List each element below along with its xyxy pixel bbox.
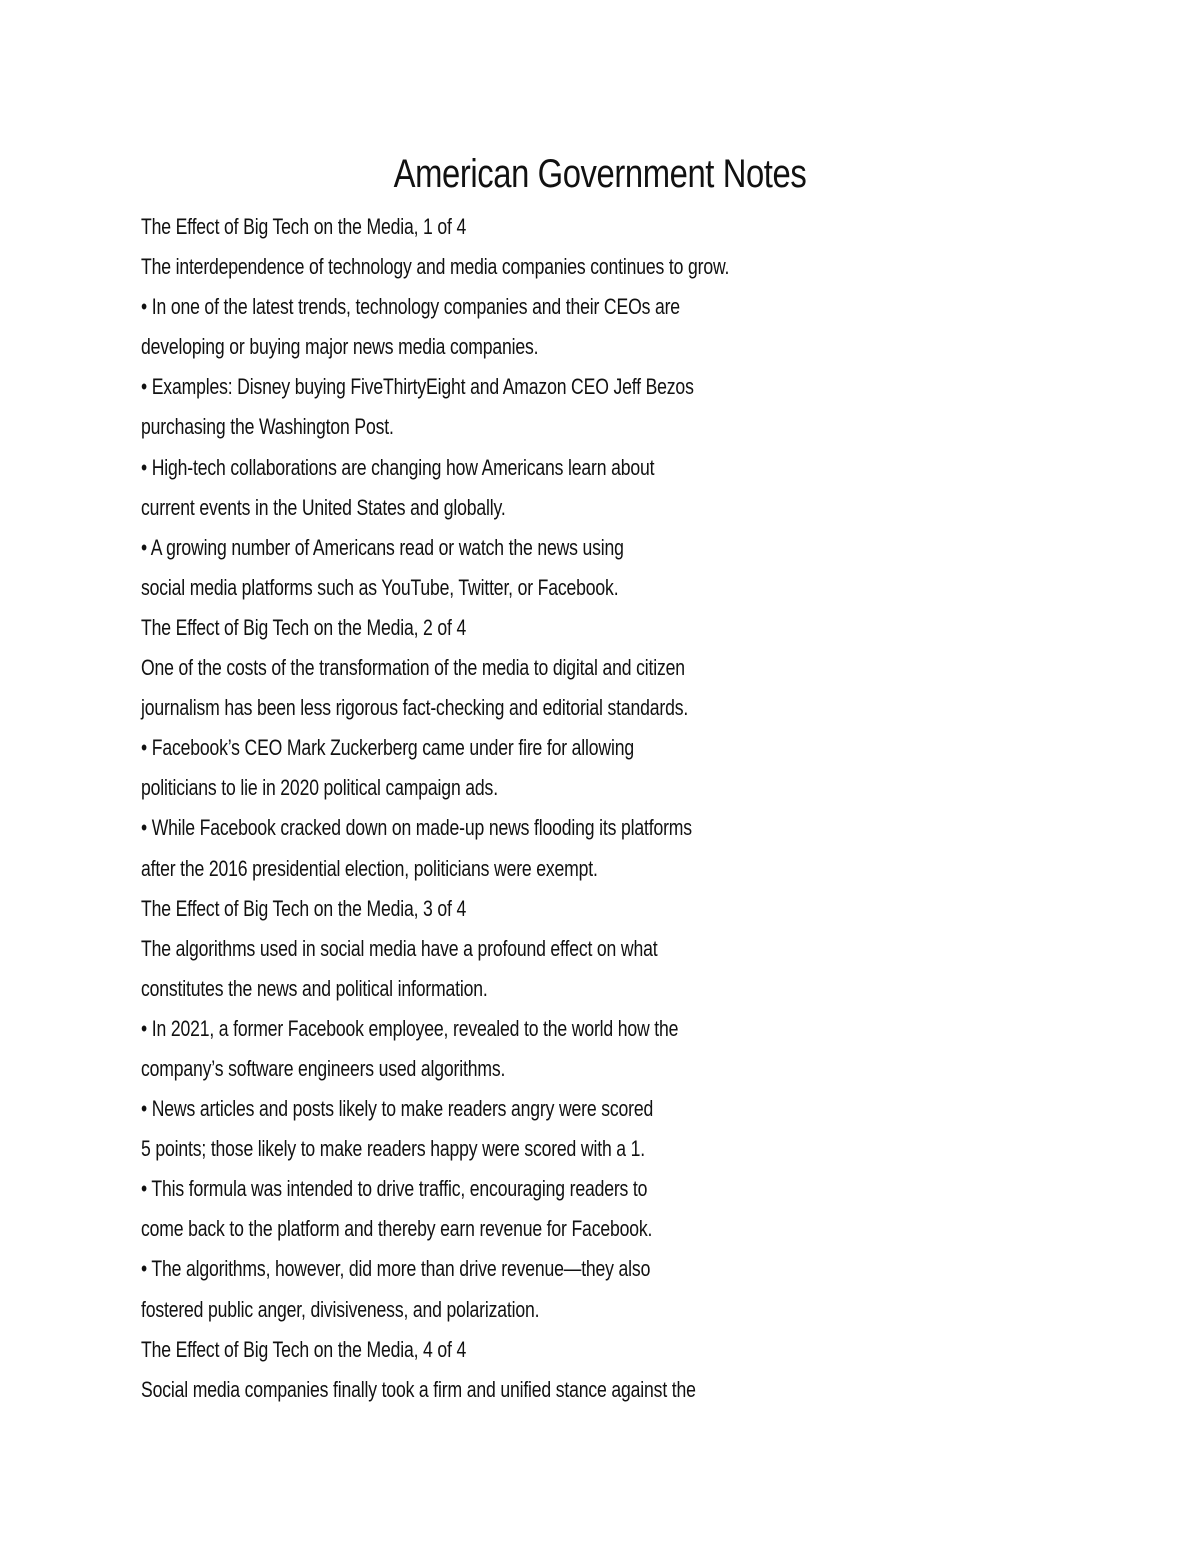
bullet-line: • Facebook’s CEO Mark Zuckerberg came under fire for allowing xyxy=(141,735,634,761)
text-line: politicians to lie in 2020 political campaign ads. xyxy=(141,775,498,801)
bullet-line: • In one of the latest trends, technology companies and their CEOs are xyxy=(141,294,680,320)
text-line: purchasing the Washington Post. xyxy=(141,414,394,440)
page-title: American Government Notes xyxy=(393,152,807,196)
bullet-line: • High-tech collaborations are changing how Americans learn about xyxy=(141,454,655,480)
text-line: fostered public anger, divisiveness, and polarization. xyxy=(141,1296,540,1322)
text-line: The interdependence of technology and media companies continues to grow. xyxy=(141,254,730,280)
text-line: 5 points; those likely to make readers happy were scored with a 1. xyxy=(141,1136,646,1162)
bullet-line: • News articles and posts likely to make readers angry were scored xyxy=(141,1096,654,1122)
text-line: company’s software engineers used algorithms. xyxy=(141,1055,506,1081)
bullet-line: • In 2021, a former Facebook employee, revealed to the world how the xyxy=(141,1015,679,1041)
text-line: journalism has been less rigorous fact-checking and editorial standards. xyxy=(141,695,689,721)
section-heading: The Effect of Big Tech on the Media, 1 of 4 xyxy=(141,214,467,239)
text-line: developing or buying major news media companies. xyxy=(141,334,539,360)
section-heading: The Effect of Big Tech on the Media, 3 of 4 xyxy=(141,895,467,921)
text-line: after the 2016 presidential election, politicians were exempt. xyxy=(141,855,598,881)
text-line: come back to the platform and thereby earn revenue for Facebook. xyxy=(141,1216,653,1242)
text-line: The algorithms used in social media have a profound effect on what xyxy=(141,935,658,961)
text-line: constitutes the news and political information. xyxy=(141,975,488,1001)
text-line: social media platforms such as YouTube, Twitter, or Facebook. xyxy=(141,574,619,600)
section-heading: The Effect of Big Tech on the Media, 4 of 4 xyxy=(141,1336,467,1362)
bullet-line: • A growing number of Americans read or watch the news using xyxy=(141,534,624,560)
text-line: One of the costs of the transformation of the media to digital and citizen xyxy=(141,655,685,681)
bullet-line: • The algorithms, however, did more than drive revenue—they also xyxy=(141,1256,651,1282)
bullet-line: • Examples: Disney buying FiveThirtyEight and Amazon CEO Jeff Bezos xyxy=(141,374,694,400)
bullet-line: • This formula was intended to drive traffic, encouraging readers to xyxy=(141,1176,648,1202)
notes-body xyxy=(141,207,1041,1410)
text-line: current events in the United States and globally. xyxy=(141,494,506,520)
text-line: Social media companies finally took a firm and unified stance against the xyxy=(141,1376,696,1402)
section-heading: The Effect of Big Tech on the Media, 2 of 4 xyxy=(141,614,467,640)
bullet-line: • While Facebook cracked down on made-up news flooding its platforms xyxy=(141,815,692,841)
